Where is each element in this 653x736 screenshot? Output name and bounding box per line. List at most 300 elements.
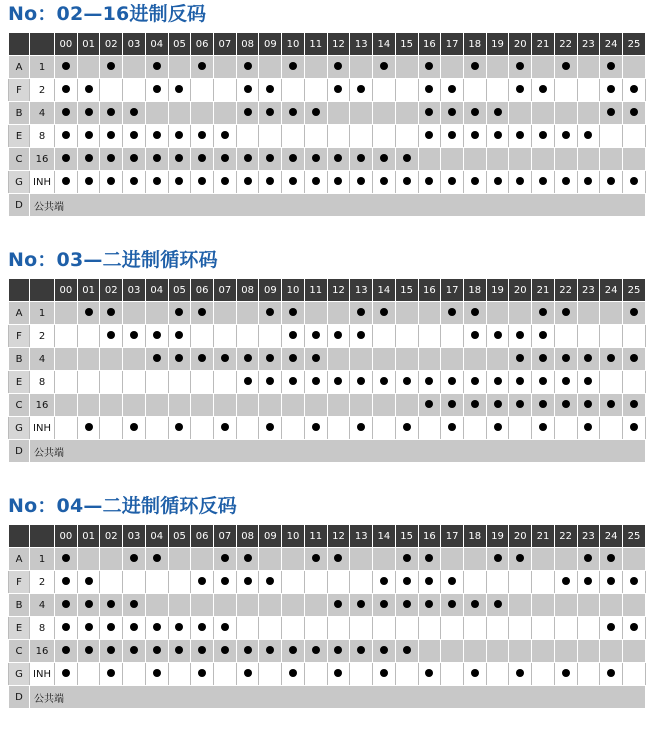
- table-cell: [373, 148, 396, 171]
- table-cell: [509, 125, 532, 148]
- table-cell: [236, 102, 259, 125]
- table-cell: [145, 302, 168, 325]
- table-row: [9, 148, 646, 171]
- table-cell: [373, 394, 396, 417]
- table-cell: [486, 79, 509, 102]
- table-cell: [532, 348, 555, 371]
- table-cell: [622, 302, 645, 325]
- table-cell: [214, 617, 237, 640]
- dot-mark: [85, 154, 93, 162]
- dot-mark: [153, 85, 161, 93]
- table-cell: [259, 56, 282, 79]
- dot-mark: [584, 577, 592, 585]
- table-cell: [123, 640, 146, 663]
- table-cell: [55, 102, 78, 125]
- table-cell: [145, 594, 168, 617]
- table-cell: [168, 594, 191, 617]
- table-cell: [554, 79, 577, 102]
- table-cell: [622, 148, 645, 171]
- table-cell: [123, 348, 146, 371]
- table-cell: [463, 617, 486, 640]
- table-cell: [373, 571, 396, 594]
- table-cell: [145, 171, 168, 194]
- table-cell: [282, 302, 305, 325]
- table-cell: [327, 348, 350, 371]
- table-cell: [55, 394, 78, 417]
- table-cell: [600, 548, 623, 571]
- table-cell: [259, 548, 282, 571]
- row-value: 4: [30, 594, 55, 617]
- table-cell: [236, 571, 259, 594]
- table-cell: [509, 571, 532, 594]
- column-header: 20: [509, 33, 532, 56]
- table-cell: [622, 125, 645, 148]
- table-cell: [600, 571, 623, 594]
- dot-mark: [312, 646, 320, 654]
- table-cell: [77, 125, 100, 148]
- dot-mark: [244, 577, 252, 585]
- column-header: 03: [123, 525, 146, 548]
- table-cell: [373, 417, 396, 440]
- table-cell: [418, 571, 441, 594]
- dot-mark: [198, 131, 206, 139]
- dot-mark: [266, 646, 274, 654]
- table-cell: [100, 148, 123, 171]
- table-cell: [259, 394, 282, 417]
- table-cell: [441, 102, 464, 125]
- dot-mark: [562, 354, 570, 362]
- dot-mark: [62, 131, 70, 139]
- dot-mark: [425, 669, 433, 677]
- dot-mark: [62, 600, 70, 608]
- table-cell: [418, 394, 441, 417]
- table-cell: [554, 571, 577, 594]
- dot-mark: [516, 331, 524, 339]
- table-cell: [532, 102, 555, 125]
- common-letter: D: [9, 194, 30, 217]
- section-title: No：04—二进制循环反码: [8, 495, 237, 517]
- code-table: [8, 278, 646, 463]
- column-header: 13: [350, 33, 373, 56]
- table-cell: [282, 594, 305, 617]
- table-cell: [350, 663, 373, 686]
- column-header: 10: [282, 279, 305, 302]
- dot-mark: [516, 354, 524, 362]
- header-corner: [9, 279, 30, 302]
- table-cell: [486, 125, 509, 148]
- column-header: 00: [55, 525, 78, 548]
- dot-mark: [266, 85, 274, 93]
- table-cell: [236, 663, 259, 686]
- dot-mark: [153, 154, 161, 162]
- table-cell: [304, 102, 327, 125]
- table-cell: [395, 325, 418, 348]
- dot-mark: [448, 600, 456, 608]
- table-cell: [145, 640, 168, 663]
- table-cell: [168, 125, 191, 148]
- table-cell: [191, 371, 214, 394]
- dot-mark: [312, 354, 320, 362]
- dot-mark: [630, 400, 638, 408]
- table-cell: [395, 371, 418, 394]
- table-cell: [532, 617, 555, 640]
- table-cell: [600, 102, 623, 125]
- table-cell: [304, 148, 327, 171]
- table-cell: [463, 148, 486, 171]
- table-cell: [304, 56, 327, 79]
- table-cell: [191, 325, 214, 348]
- dot-mark: [584, 131, 592, 139]
- table-cell: [373, 348, 396, 371]
- table-cell: [191, 102, 214, 125]
- table-cell: [168, 548, 191, 571]
- dot-mark: [562, 308, 570, 316]
- dot-mark: [471, 600, 479, 608]
- dot-mark: [403, 423, 411, 431]
- table-cell: [55, 371, 78, 394]
- dot-mark: [425, 62, 433, 70]
- table-cell: [55, 171, 78, 194]
- table-cell: [463, 348, 486, 371]
- dot-mark: [471, 331, 479, 339]
- table-cell: [532, 548, 555, 571]
- dot-mark: [539, 331, 547, 339]
- dot-mark: [85, 623, 93, 631]
- dot-mark: [403, 577, 411, 585]
- table-cell: [350, 148, 373, 171]
- row-letter: A: [9, 56, 30, 79]
- table-cell: [486, 371, 509, 394]
- column-header: 03: [123, 33, 146, 56]
- table-cell: [236, 548, 259, 571]
- dot-mark: [425, 177, 433, 185]
- dot-mark: [584, 554, 592, 562]
- column-header: 16: [418, 525, 441, 548]
- table-cell: [532, 56, 555, 79]
- dot-mark: [584, 377, 592, 385]
- table-cell: [418, 102, 441, 125]
- dot-mark: [312, 154, 320, 162]
- table-cell: [622, 617, 645, 640]
- table-cell: [600, 302, 623, 325]
- table-cell: [282, 571, 305, 594]
- table-cell: [282, 171, 305, 194]
- column-header: 13: [350, 279, 373, 302]
- table-cell: [600, 417, 623, 440]
- row-letter: F: [9, 571, 30, 594]
- table-cell: [191, 548, 214, 571]
- dot-mark: [562, 177, 570, 185]
- table-cell: [373, 125, 396, 148]
- table-cell: [509, 79, 532, 102]
- table-cell: [395, 594, 418, 617]
- dot-mark: [175, 354, 183, 362]
- dot-mark: [244, 108, 252, 116]
- table-cell: [463, 548, 486, 571]
- table-cell: [509, 640, 532, 663]
- table-cell: [554, 663, 577, 686]
- table-cell: [554, 348, 577, 371]
- table-cell: [236, 125, 259, 148]
- table-cell: [463, 663, 486, 686]
- row-value: INH: [30, 417, 55, 440]
- column-header: 20: [509, 279, 532, 302]
- table-cell: [418, 148, 441, 171]
- table-cell: [304, 571, 327, 594]
- common-label: 公共端: [30, 440, 646, 463]
- table-cell: [123, 302, 146, 325]
- table-cell: [123, 371, 146, 394]
- table-cell: [554, 617, 577, 640]
- dot-mark: [85, 308, 93, 316]
- table-cell: [486, 663, 509, 686]
- table-cell: [77, 548, 100, 571]
- row-value: 4: [30, 102, 55, 125]
- dot-mark: [107, 62, 115, 70]
- code-table-section-0: [8, 2, 646, 217]
- dot-mark: [153, 646, 161, 654]
- table-cell: [350, 594, 373, 617]
- table-cell: [441, 325, 464, 348]
- table-cell: [554, 148, 577, 171]
- dot-mark: [584, 423, 592, 431]
- dot-mark: [85, 177, 93, 185]
- column-header: 19: [486, 33, 509, 56]
- dot-mark: [403, 554, 411, 562]
- common-label: 公共端: [30, 194, 646, 217]
- table-cell: [327, 302, 350, 325]
- table-cell: [191, 148, 214, 171]
- table-cell: [532, 594, 555, 617]
- table-cell: [100, 548, 123, 571]
- dot-mark: [266, 354, 274, 362]
- dot-mark: [107, 669, 115, 677]
- column-header: 06: [191, 525, 214, 548]
- table-cell: [282, 102, 305, 125]
- table-cell: [327, 417, 350, 440]
- table-cell: [600, 348, 623, 371]
- table-cell: [554, 56, 577, 79]
- table-cell: [214, 594, 237, 617]
- table-cell: [123, 663, 146, 686]
- dot-mark: [448, 423, 456, 431]
- column-header: 15: [395, 279, 418, 302]
- table-cell: [509, 594, 532, 617]
- row-letter: F: [9, 79, 30, 102]
- table-cell: [236, 594, 259, 617]
- table-cell: [100, 102, 123, 125]
- table-cell: [282, 79, 305, 102]
- dot-mark: [85, 577, 93, 585]
- row-letter: E: [9, 125, 30, 148]
- dot-mark: [107, 331, 115, 339]
- dot-mark: [62, 554, 70, 562]
- table-cell: [327, 125, 350, 148]
- dot-mark: [221, 554, 229, 562]
- table-cell: [441, 617, 464, 640]
- table-cell: [600, 394, 623, 417]
- table-cell: [509, 56, 532, 79]
- table-cell: [532, 325, 555, 348]
- dot-mark: [130, 131, 138, 139]
- table-cell: [373, 617, 396, 640]
- dot-mark: [516, 377, 524, 385]
- table-cell: [622, 371, 645, 394]
- dot-mark: [221, 177, 229, 185]
- table-cell: [304, 171, 327, 194]
- dot-mark: [244, 554, 252, 562]
- table-cell: [55, 571, 78, 594]
- dot-mark: [334, 669, 342, 677]
- table-cell: [395, 640, 418, 663]
- dot-mark: [198, 623, 206, 631]
- table-cell: [259, 371, 282, 394]
- table-cell: [622, 640, 645, 663]
- table-cell: [123, 102, 146, 125]
- table-cell: [145, 148, 168, 171]
- table-cell: [282, 371, 305, 394]
- column-header: 11: [304, 33, 327, 56]
- table-cell: [327, 79, 350, 102]
- column-header: 25: [622, 525, 645, 548]
- dot-mark: [130, 108, 138, 116]
- table-cell: [236, 371, 259, 394]
- dot-mark: [107, 131, 115, 139]
- dot-mark: [357, 85, 365, 93]
- dot-mark: [403, 154, 411, 162]
- table-row: [9, 171, 646, 194]
- table-cell: [373, 325, 396, 348]
- dot-mark: [266, 154, 274, 162]
- dot-mark: [516, 669, 524, 677]
- header-row: [9, 279, 646, 302]
- code-table-section-1: [8, 248, 646, 463]
- table-cell: [622, 348, 645, 371]
- table-cell: [532, 125, 555, 148]
- table-cell: [236, 417, 259, 440]
- dot-mark: [153, 354, 161, 362]
- column-header: 23: [577, 279, 600, 302]
- table-cell: [577, 394, 600, 417]
- table-cell: [123, 125, 146, 148]
- column-header: 23: [577, 33, 600, 56]
- dot-mark: [175, 646, 183, 654]
- table-cell: [304, 348, 327, 371]
- table-cell: [123, 56, 146, 79]
- table-cell: [259, 663, 282, 686]
- table-cell: [350, 548, 373, 571]
- dot-mark: [539, 85, 547, 93]
- table-cell: [123, 171, 146, 194]
- dot-mark: [607, 623, 615, 631]
- dot-mark: [244, 62, 252, 70]
- section-title: No：02—16进制反码: [8, 3, 207, 25]
- table-cell: [191, 617, 214, 640]
- dot-mark: [85, 108, 93, 116]
- dot-mark: [153, 623, 161, 631]
- dot-mark: [153, 554, 161, 562]
- dot-mark: [244, 154, 252, 162]
- dot-mark: [175, 623, 183, 631]
- dot-mark: [494, 177, 502, 185]
- table-cell: [236, 348, 259, 371]
- dot-mark: [562, 62, 570, 70]
- table-cell: [441, 148, 464, 171]
- table-cell: [622, 548, 645, 571]
- table-cell: [532, 148, 555, 171]
- table-cell: [259, 171, 282, 194]
- table-cell: [373, 594, 396, 617]
- table-cell: [509, 548, 532, 571]
- dot-mark: [62, 85, 70, 93]
- dot-mark: [198, 577, 206, 585]
- dot-mark: [244, 646, 252, 654]
- table-cell: [100, 417, 123, 440]
- column-header: 09: [259, 279, 282, 302]
- column-header: 18: [463, 525, 486, 548]
- table-cell: [395, 148, 418, 171]
- table-cell: [145, 663, 168, 686]
- table-cell: [214, 394, 237, 417]
- header-corner: [9, 525, 30, 548]
- dot-mark: [244, 85, 252, 93]
- table-cell: [259, 302, 282, 325]
- row-value: 2: [30, 79, 55, 102]
- table-cell: [168, 663, 191, 686]
- table-cell: [100, 640, 123, 663]
- dot-mark: [221, 423, 229, 431]
- table-cell: [168, 617, 191, 640]
- table-cell: [486, 325, 509, 348]
- table-cell: [441, 640, 464, 663]
- row-letter: A: [9, 548, 30, 571]
- column-header: 11: [304, 525, 327, 548]
- table-cell: [327, 594, 350, 617]
- dot-mark: [107, 154, 115, 162]
- table-cell: [145, 548, 168, 571]
- dot-mark: [380, 600, 388, 608]
- dot-mark: [266, 308, 274, 316]
- table-cell: [577, 348, 600, 371]
- table-cell: [55, 640, 78, 663]
- table-cell: [577, 663, 600, 686]
- table-cell: [214, 125, 237, 148]
- table-cell: [373, 640, 396, 663]
- table-cell: [191, 56, 214, 79]
- dot-mark: [85, 423, 93, 431]
- dot-mark: [107, 600, 115, 608]
- column-header: 14: [373, 33, 396, 56]
- table-cell: [327, 548, 350, 571]
- table-cell: [418, 348, 441, 371]
- column-header: 21: [532, 279, 555, 302]
- table-cell: [259, 571, 282, 594]
- column-header: 06: [191, 33, 214, 56]
- dot-mark: [471, 377, 479, 385]
- dot-mark: [62, 177, 70, 185]
- dot-mark: [539, 354, 547, 362]
- table-cell: [622, 571, 645, 594]
- table-row: [9, 548, 646, 571]
- table-cell: [168, 371, 191, 394]
- table-cell: [532, 79, 555, 102]
- column-header: 12: [327, 525, 350, 548]
- table-cell: [441, 548, 464, 571]
- column-header: 22: [554, 525, 577, 548]
- dot-mark: [130, 600, 138, 608]
- dot-mark: [471, 108, 479, 116]
- table-cell: [304, 417, 327, 440]
